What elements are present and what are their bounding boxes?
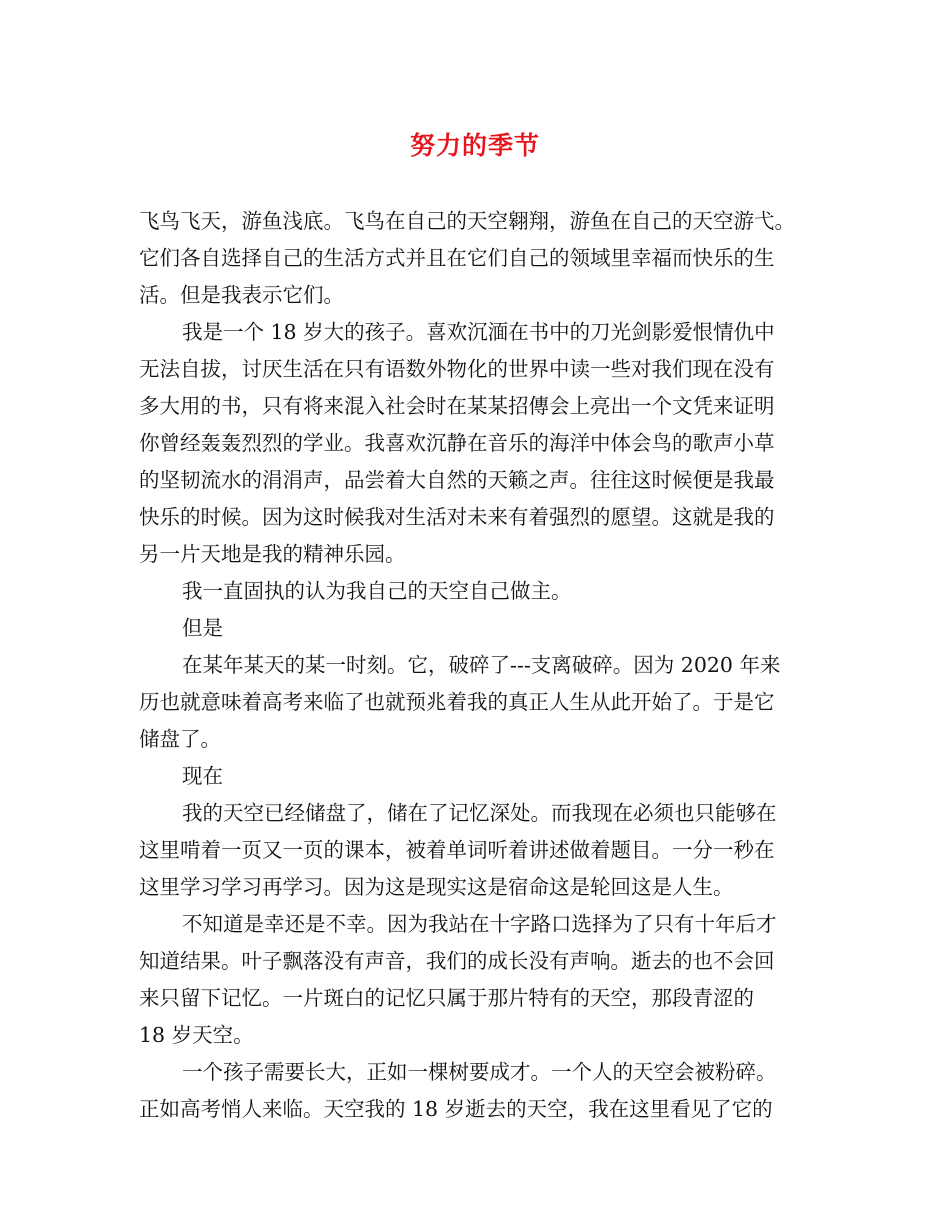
paragraph	[139, 573, 819, 610]
text-line: 历也就意味着高考来临了也就预兆着我的真正人生从此开始了。于是它	[139, 690, 775, 714]
text-line: 正如高考悄人来临。天空我的 18 岁逝去的天空，我在这里看见了它的	[139, 1097, 773, 1121]
text-line: 飞鸟飞天，游鱼浅底。飞鸟在自己的天空翱翔，游鱼在自己的天空游弋。	[139, 209, 795, 233]
text-line: 一个孩子需要长大，正如一棵树要成才。一个人的天空会被粉碎。	[182, 1060, 777, 1084]
text-line: 不知道是幸还是不幸。因为我站在十字路口选择为了只有十年后才	[182, 912, 777, 936]
text-line: 快乐的时候。因为这时候我对生活对未来有着强烈的愿望。这就是我的	[139, 505, 775, 529]
text-line: 这里学习学习再学习。因为这是现实这是宿命这是轮回这是人生。	[139, 875, 734, 899]
text-line: 它们各自选择自己的生活方式并且在它们自己的领域里幸福而快乐的生	[139, 246, 775, 270]
text-line: 储盘了。	[139, 727, 221, 751]
text-line: 我的天空已经储盘了，储在了记忆深处。而我现在必须也只能够在	[182, 801, 777, 825]
text-line: 现在	[182, 764, 223, 788]
paragraph	[139, 758, 819, 795]
text-line: 你曾经轰轰烈烈的学业。我喜欢沉静在音乐的海洋中体会鸟的歌声小草	[139, 431, 775, 455]
text-line: 活。但是我表示它们。	[139, 283, 344, 307]
text-line: 的坚韧流水的涓涓声，品尝着大自然的天籁之声。往往这时候便是我最	[139, 468, 775, 492]
text-line: 我一直固执的认为我自己的天空自己做主。	[182, 579, 572, 603]
text-line: 在某年某天的某一时刻。它，破碎了---支离破碎。因为 2020 年来	[182, 653, 781, 677]
text-line: 多大用的书，只有将来混入社会时在某某招傳会上亮出一个文凭来证明	[139, 394, 775, 418]
paragraph	[139, 795, 819, 832]
paragraph	[139, 906, 819, 943]
text-line: 另一片天地是我的精神乐园。	[139, 542, 406, 566]
text-line: 18 岁天空。	[139, 1023, 254, 1047]
paragraph	[139, 203, 819, 314]
text-line: 这里啃着一页又一页的课本，被着单词听着讲述做着题目。一分一秒在	[139, 838, 775, 862]
paragraph	[139, 314, 819, 351]
text-line: 但是	[182, 616, 223, 640]
paragraph-continuation	[139, 684, 819, 758]
document-body	[139, 203, 819, 1128]
text-line: 来只留下记忆。一片斑白的记忆只属于那片特有的天空，那段青涩的	[139, 986, 754, 1010]
text-line: 知道结果。叶子飘落没有声音，我们的成长没有声响。逝去的也不会回	[139, 949, 775, 973]
paragraph	[139, 1054, 819, 1091]
document-title: 努力的季节	[409, 131, 540, 160]
text-line: 我是一个 18 岁大的孩子。喜欢沉湎在书中的刀光剑影爱恨情仇中	[182, 320, 775, 344]
paragraph-continuation	[139, 943, 819, 1054]
text-line: 无法自拔，讨厌生活在只有语数外物化的世界中读一些对我们现在没有	[139, 357, 775, 381]
paragraph-continuation	[139, 1091, 819, 1128]
paragraph	[139, 647, 819, 684]
paragraph-continuation	[139, 832, 819, 906]
paragraph	[139, 610, 819, 647]
paragraph-continuation	[139, 351, 819, 573]
